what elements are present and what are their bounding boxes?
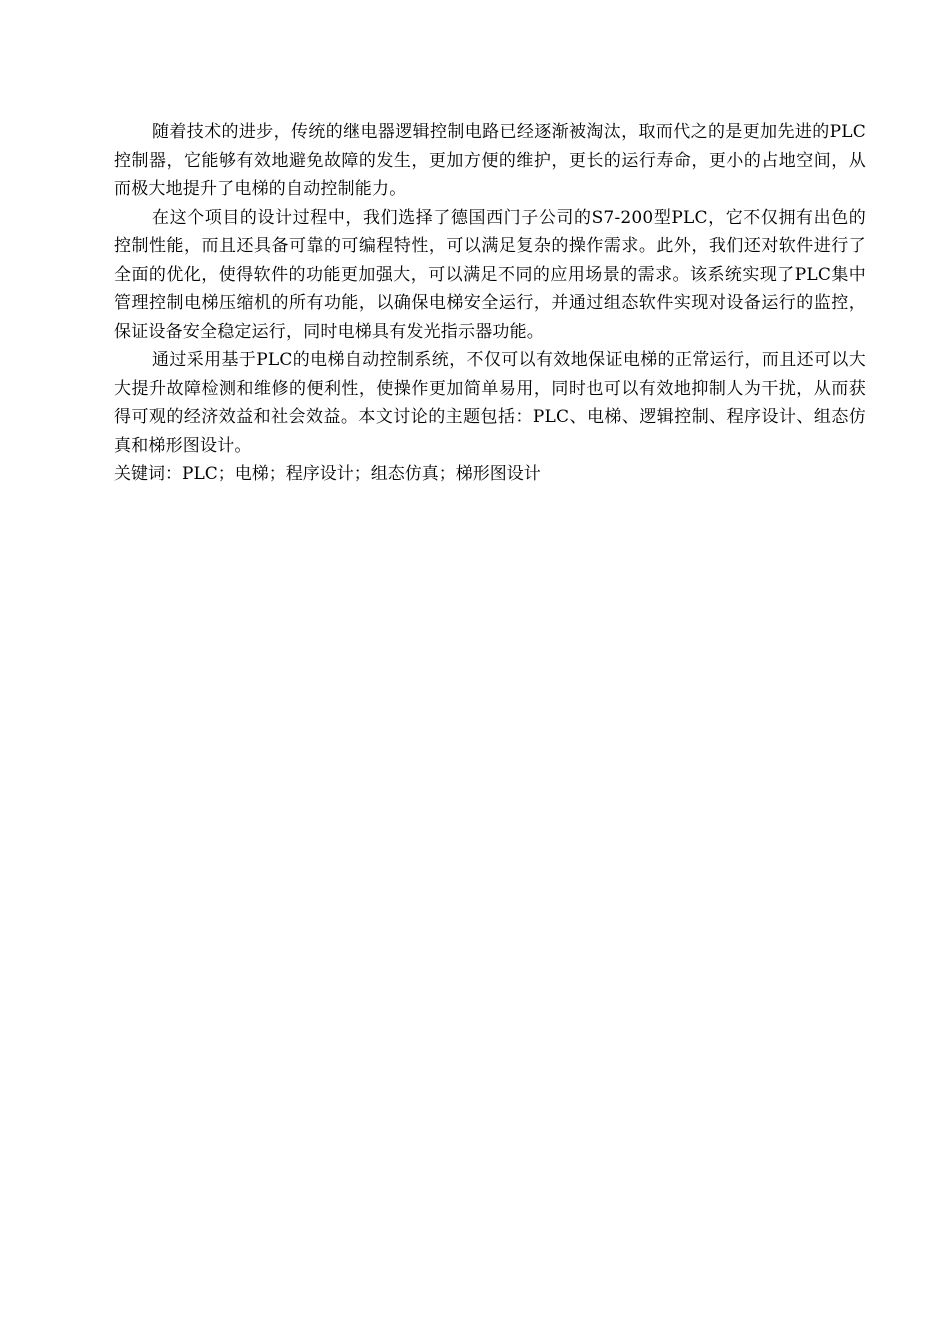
abstract-paragraph-1: 随着技术的进步，传统的继电器逻辑控制电路已经逐渐被淘汰，取而代之的是更加先进的PLC控制器，它能够有效地避免故障的发生，更加方便的维护，更长的运行寿命，更小的占地空间，从而极大地提升了电梯的自动控制能力。 bbox=[114, 122, 866, 199]
abstract-paragraph-2: 在这个项目的设计过程中，我们选择了德国西门子公司的S7-200型PLC，它不仅拥有出色的控制性能，而且还具备可靠的可编程特性，可以满足复杂的操作需求。此外，我们还对软件进行了全面的优化，使得软件的功能更加强大，可以满足不同的应用场景的需求。该系统实现了PLC集中管理控制电梯压缩机的所有功能，以确保电梯安全运行，并通过组态软件实现对设备运行的监控，保证设备安全稳定运行，同时电梯具有发光指示器功能。 bbox=[114, 207, 866, 342]
keywords-text: PLC；电梯；程序设计；组态仿真；梯形图设计 bbox=[182, 464, 541, 484]
keywords-line bbox=[114, 460, 866, 489]
abstract-paragraph-3: 通过采用基于PLC的电梯自动控制系统，不仅可以有效地保证电梯的正常运行，而且还可以大大提升故障检测和维修的便利性，使操作更加简单易用，同时也可以有效地抑制人为干扰，从而获得可观的经济效益和社会效益。本文讨论的主题包括：PLC、电梯、逻辑控制、程序设计、组态仿真和梯形图设计。 bbox=[114, 350, 866, 456]
abstract-body bbox=[114, 118, 866, 489]
keywords-label: 关键词： bbox=[114, 464, 182, 484]
